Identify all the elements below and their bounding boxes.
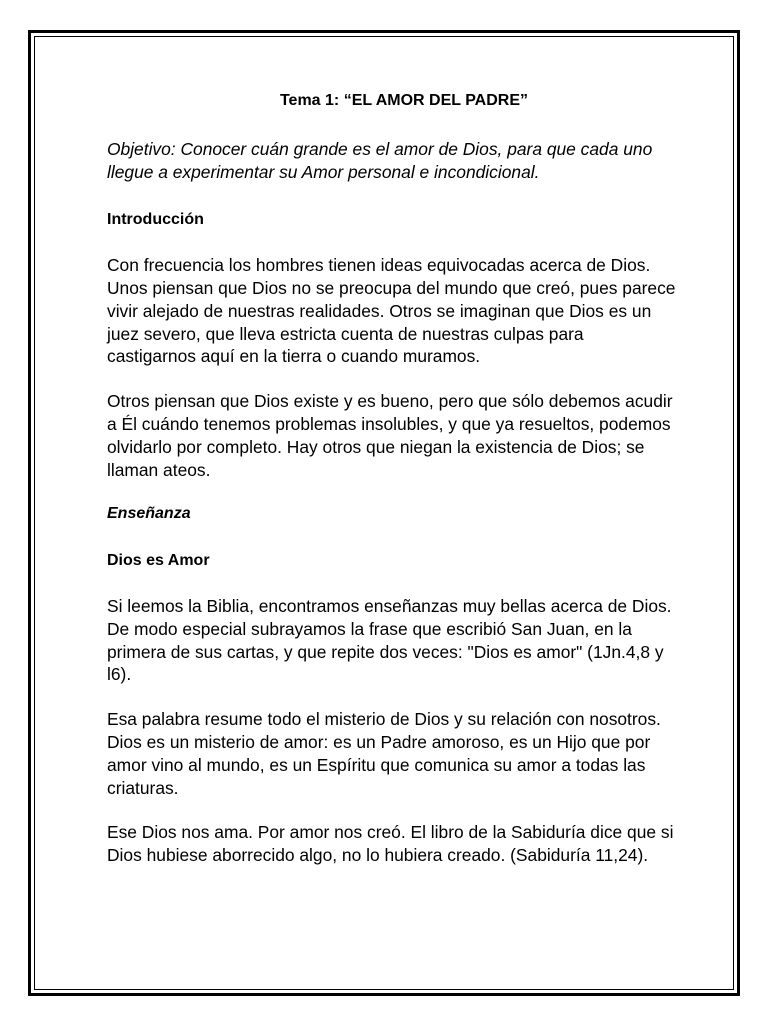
god-is-love-paragraph-2: Esa palabra resume todo el misterio de Dios y su relación con nosotros. Dios es un misterio de amor: es un Padre amoroso, es un Hijo que por amor vino al mundo, es un Espíritu que comunica su amor a todas las criaturas. <box>107 709 661 798</box>
god-is-love-paragraph-1: Si leemos la Biblia, encontramos enseñanzas muy bellas acerca de Dios. De modo especial subrayamos la frase que escribió San Juan, en la primera de sus cartas, y que repite dos veces: "Dios es amor" (1Jn.4,8 y l6). <box>107 595 672 685</box>
document-title: Tema 1: “EL AMOR DEL PADRE” <box>279 92 529 109</box>
introduction-heading: Introducción <box>107 211 204 229</box>
god-is-love-paragraph-3: Ese Dios nos ama. Por amor nos creó. El libro de la Sabiduría dice que si Dios hubiese aborrecido algo, no lo hubiera creado. (Sabiduría 11,24). <box>107 822 674 866</box>
objective-text: Objetivo: Conocer cuán grande es el amor de Dios, para que cada uno llegue a experimentar su Amor personal e incondicional. <box>107 138 653 182</box>
teaching-heading: Enseñanza <box>107 505 191 523</box>
document-body <box>107 90 677 889</box>
god-is-love-heading: Dios es Amor <box>107 552 210 570</box>
introduction-paragraph-1: Con frecuencia los hombres tienen ideas equivocadas acerca de Dios. Unos piensan que Dios no se preocupa del mundo que creó, pues parece vivir alejado de nuestras realidades. Otros se imaginan que Dios es un juez severo, que lleva estricta cuenta de nuestras culpas para castigarnos aquí en la tierra o cuando muramos. <box>107 255 676 367</box>
introduction-paragraph-2: Otros piensan que Dios existe y es bueno, pero que sólo debemos acudir a Él cuándo tenemos problemas insolubles, y que ya resueltos, podemos olvidarlo por completo. Hay otros que niegan la existencia de Dios; se llaman ateos. <box>107 391 673 480</box>
